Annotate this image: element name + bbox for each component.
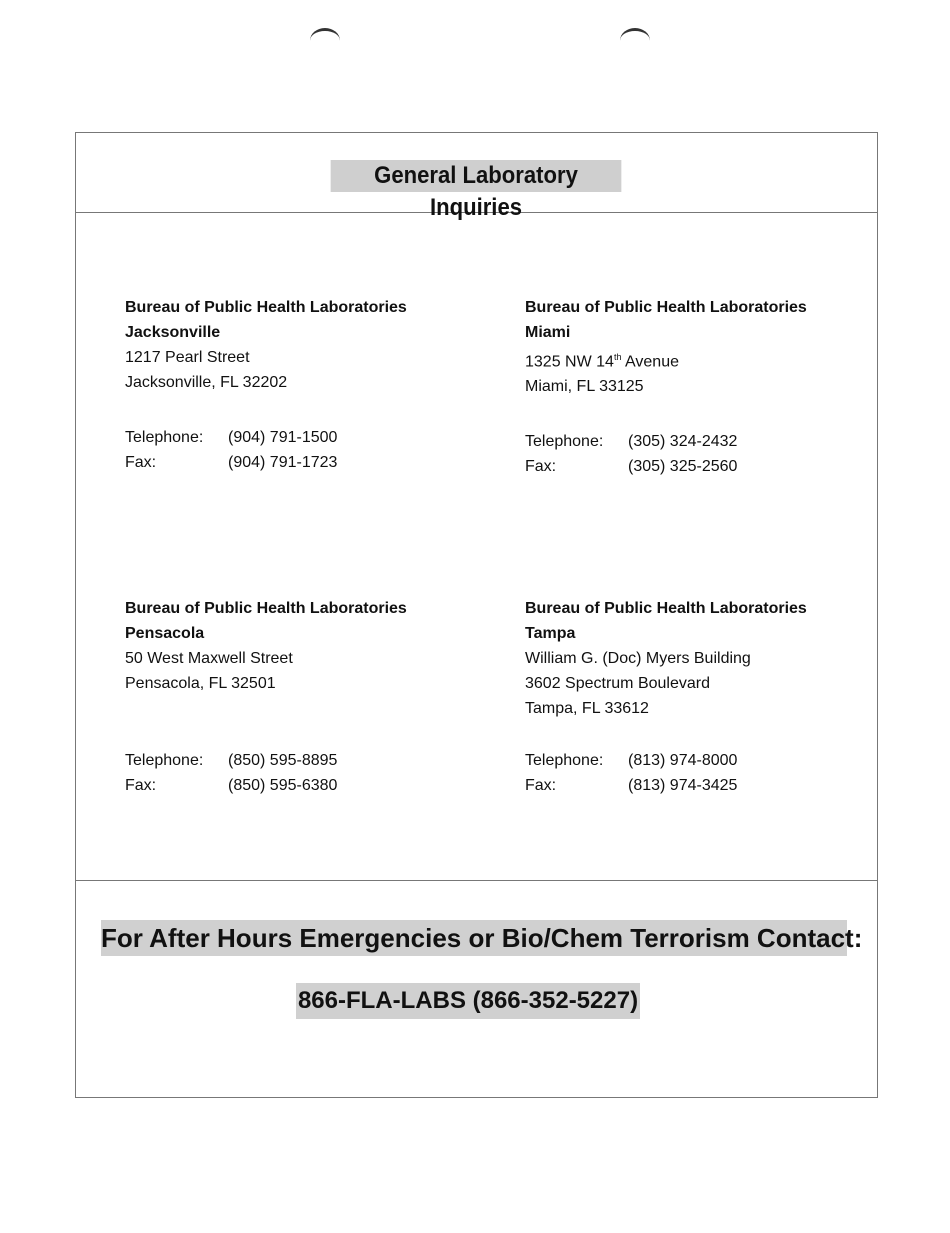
divider-bottom xyxy=(75,880,878,881)
lab-pensacola xyxy=(125,596,407,798)
lab-city: Miami xyxy=(525,324,571,341)
lab-name: Bureau of Public Health Laboratories xyxy=(125,299,407,316)
telephone-label: Telephone: xyxy=(125,429,204,446)
lab-city: Tampa xyxy=(525,625,576,642)
telephone-label: Telephone: xyxy=(125,752,204,769)
fax-number: (305) 325-2560 xyxy=(628,458,738,476)
lab-address-line: 3602 Spectrum Boulevard xyxy=(525,675,710,692)
fax-number: (904) 791-1723 xyxy=(228,454,338,471)
lab-city: Pensacola xyxy=(125,625,205,642)
lab-name: Bureau of Public Health Laboratories xyxy=(525,299,807,316)
lab-address-line: Jacksonville, FL 32202 xyxy=(125,374,288,391)
lab-miami xyxy=(525,295,807,479)
page-title: General Laboratory Inquiries xyxy=(331,160,622,192)
fax-number: (813) 974-3425 xyxy=(628,777,738,794)
fax-label: Fax: xyxy=(525,458,557,476)
emergency-phone: 866-FLA-LABS (866-352-5227) xyxy=(296,983,640,1019)
fax-number: (850) 595-6380 xyxy=(228,777,338,794)
binder-hole-right xyxy=(620,28,650,53)
lab-address-line: 1325 NW 14th Avenue xyxy=(525,352,679,371)
telephone-label: Telephone: xyxy=(525,752,604,769)
fax-label: Fax: xyxy=(125,777,157,794)
telephone-number: (813) 974-8000 xyxy=(628,752,738,769)
telephone-number: (904) 791-1500 xyxy=(228,429,338,446)
fax-label: Fax: xyxy=(525,777,557,794)
telephone-number: (850) 595-8895 xyxy=(228,752,338,769)
telephone-label: Telephone: xyxy=(525,433,604,451)
lab-address-line: Miami, FL 33125 xyxy=(525,378,644,396)
lab-jacksonville xyxy=(125,295,407,475)
lab-address-line: 50 West Maxwell Street xyxy=(125,650,293,667)
fax-label: Fax: xyxy=(125,454,157,471)
emergency-heading: For After Hours Emergencies or Bio/Chem Terrorism Contact: xyxy=(101,920,847,956)
lab-city: Jacksonville xyxy=(125,324,221,341)
lab-tampa xyxy=(525,596,807,798)
binder-hole-left xyxy=(310,28,340,53)
telephone-number: (305) 324-2432 xyxy=(628,433,738,451)
lab-name: Bureau of Public Health Laboratories xyxy=(525,600,807,617)
lab-name: Bureau of Public Health Laboratories xyxy=(125,600,407,617)
lab-address-line: Pensacola, FL 32501 xyxy=(125,675,276,692)
lab-address-line: Tampa, FL 33612 xyxy=(525,700,649,717)
lab-address-line: 1217 Pearl Street xyxy=(125,349,250,366)
lab-address-line: William G. (Doc) Myers Building xyxy=(525,650,751,667)
